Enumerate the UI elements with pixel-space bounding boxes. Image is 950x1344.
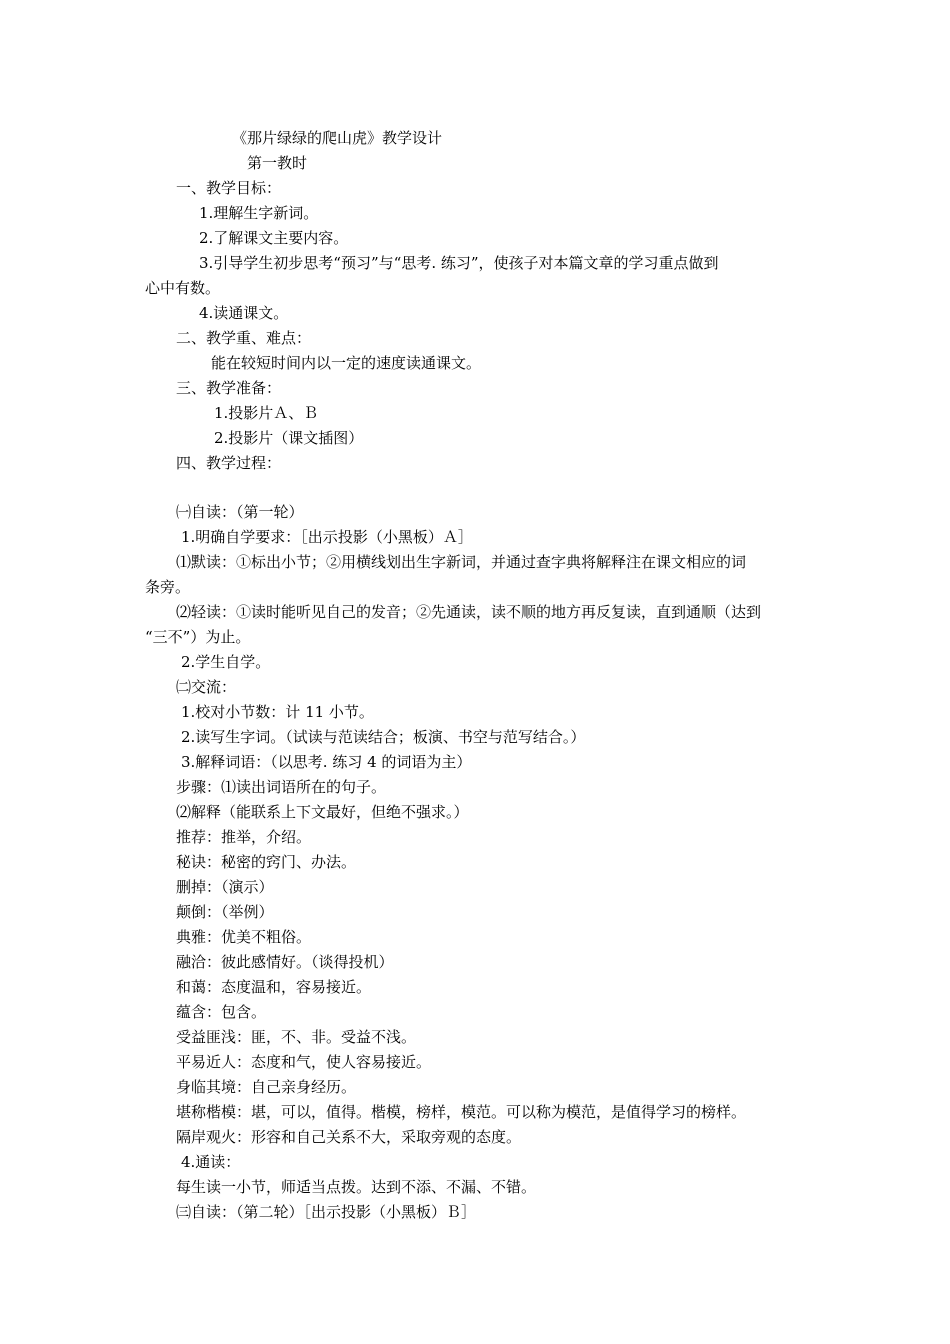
list-item: 4.通读： bbox=[181, 1153, 241, 1171]
list-item: 2.读写生字词。（试读与范读结合；板演、书空与范写结合。） bbox=[181, 728, 586, 746]
list-item: 1.投影片Ａ、Ｂ bbox=[214, 404, 319, 422]
vocab-item: 隔岸观火：形容和自己关系不大，采取旁观的态度。 bbox=[176, 1128, 522, 1146]
vocab-item: 蕴含：包含。 bbox=[176, 1003, 267, 1021]
list-item: 3.解释词语：（以思考. 练习 4 的词语为主） bbox=[181, 753, 472, 771]
vocab-item: 堪称楷模：堪，可以，值得。楷模，榜样，模范。可以称为模范，是值得学习的榜样。 bbox=[176, 1103, 747, 1121]
list-item: 1.理解生字新词。 bbox=[199, 204, 319, 222]
text-line: 能在较短时间内以一定的速度读通课文。 bbox=[211, 354, 482, 372]
list-item: 4.读通课文。 bbox=[199, 304, 289, 322]
lesson-subtitle: 第一教时 bbox=[247, 154, 308, 172]
vocab-item: 和蔼：态度温和，容易接近。 bbox=[176, 978, 372, 996]
section-heading: 四、教学过程： bbox=[176, 454, 282, 472]
list-item: 2.投影片（课文插图） bbox=[214, 429, 364, 447]
section-heading: 一、教学目标： bbox=[176, 179, 282, 197]
vocab-item: 受益匪浅：匪，不、非。受益不浅。 bbox=[176, 1028, 417, 1046]
text-line: ⑵轻读：①读时能听见自己的发音；②先通读，读不顺的地方再反复读，直到通顺（达到 bbox=[176, 603, 762, 621]
document-title: 《那片绿绿的爬山虎》教学设计 bbox=[232, 129, 443, 147]
subsection-heading: ㈠自读：（第一轮） bbox=[176, 503, 304, 521]
vocab-item: 典雅：优美不粗俗。 bbox=[176, 928, 312, 946]
text-line: 步骤：⑴读出词语所在的句子。 bbox=[176, 778, 387, 796]
text-line: 心中有数。 bbox=[145, 279, 221, 297]
list-item: 1.明确自学要求：［出示投影（小黑板）Ａ］ bbox=[181, 528, 473, 546]
vocab-item: 推荐：推举，介绍。 bbox=[176, 828, 312, 846]
vocab-item: 身临其境：自己亲身经历。 bbox=[176, 1078, 357, 1096]
section-heading: 二、教学重、难点： bbox=[176, 329, 312, 347]
section-heading: 三、教学准备： bbox=[176, 379, 282, 397]
subsection-heading: ㈡交流： bbox=[176, 678, 237, 696]
vocab-item: 删掉：（演示） bbox=[176, 878, 274, 896]
vocab-item: 颠倒：（举例） bbox=[176, 903, 274, 921]
list-item: 3.引导学生初步思考“预习”与“思考. 练习”，使孩子对本篇文章的学习重点做到 bbox=[199, 254, 719, 272]
text-line: 条旁。 bbox=[145, 578, 191, 596]
list-item: 2.学生自学。 bbox=[181, 653, 271, 671]
text-line: ⑵解释（能联系上下文最好，但绝不强求。） bbox=[176, 803, 469, 821]
vocab-item: 融洽：彼此感情好。（谈得投机） bbox=[176, 953, 394, 971]
list-item: 1.校对小节数：计 11 小节。 bbox=[181, 703, 374, 721]
vocab-item: 秘诀：秘密的窍门、办法。 bbox=[176, 853, 357, 871]
text-line: ⑴默读：①标出小节；②用横线划出生字新词，并通过查字典将解释注在课文相应的词 bbox=[176, 553, 747, 571]
text-line: “三不”）为止。 bbox=[145, 628, 251, 646]
subsection-heading: ㈢自读：（第二轮）［出示投影（小黑板）Ｂ］ bbox=[176, 1203, 477, 1221]
list-item: 2.了解课文主要内容。 bbox=[199, 229, 349, 247]
vocab-item: 平易近人：态度和气，使人容易接近。 bbox=[176, 1053, 432, 1071]
text-line: 每生读一小节，师适当点拨。达到不添、不漏、不错。 bbox=[176, 1178, 537, 1196]
